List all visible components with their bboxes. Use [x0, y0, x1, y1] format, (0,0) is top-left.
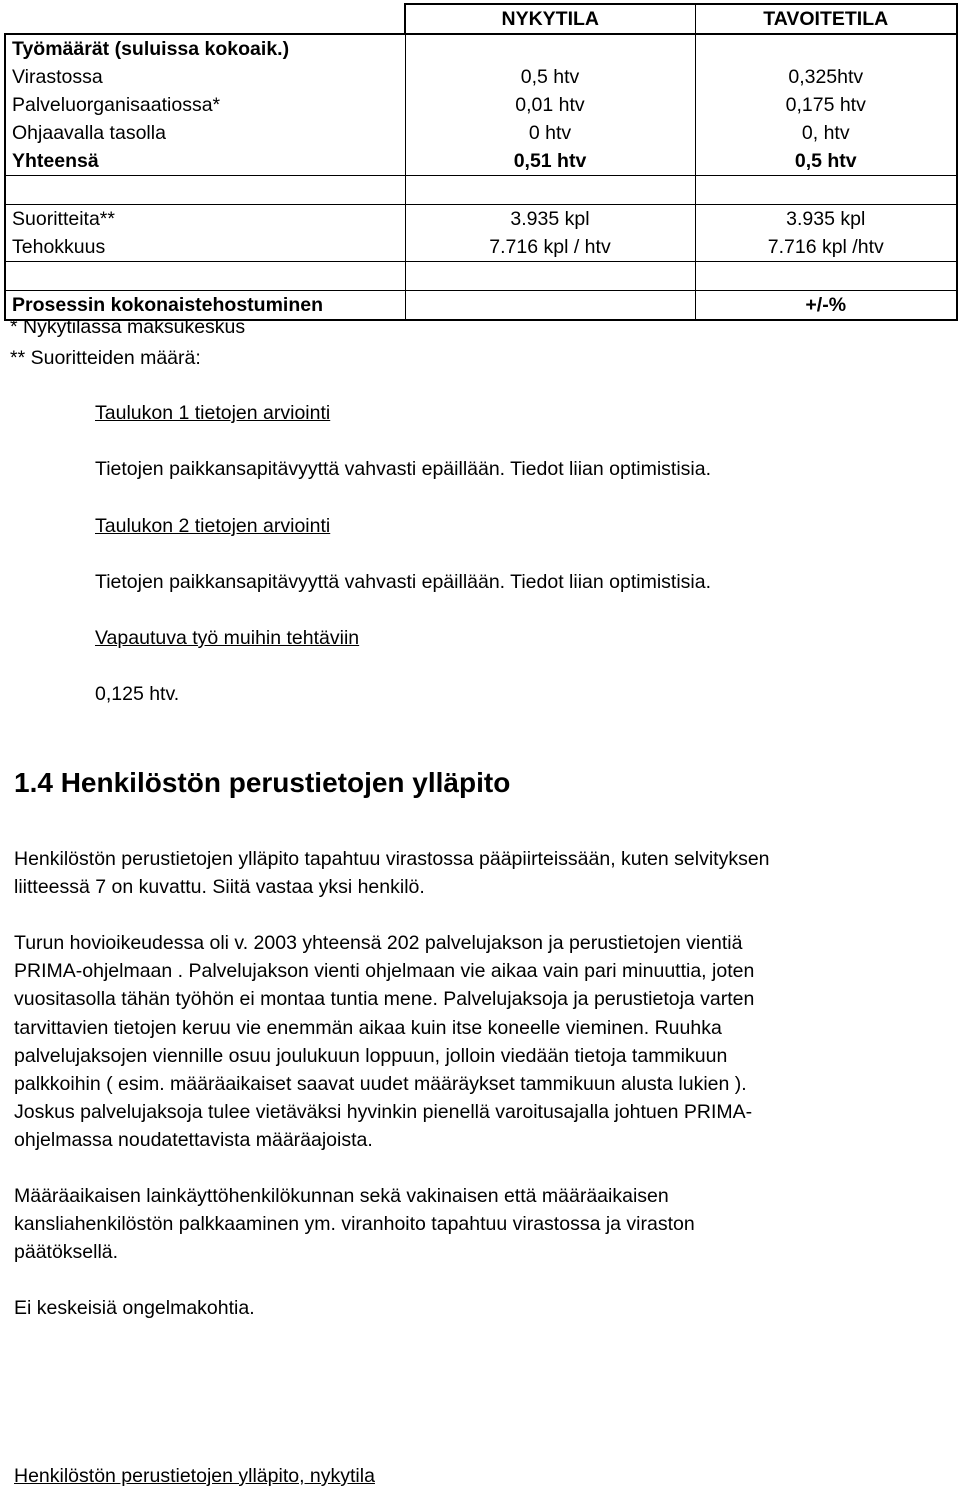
row-label: Suoritteita** — [5, 205, 405, 234]
row-target — [695, 262, 957, 291]
paragraph-3 — [14, 1182, 949, 1267]
row-label — [5, 262, 405, 291]
table1-evaluation-text: Tietojen paikkansapitävyyttä vahvasti epäillään. Tiedot liian optimistisia. — [95, 458, 712, 480]
paragraph-line: tarvittavien tietojen keruu vie enemmän aikaa kuin itse koneelle vieminen. Ruuhka — [14, 1016, 722, 1039]
section-title: 1.4 Henkilöstön perustietojen ylläpito — [14, 767, 511, 798]
paragraph-line: kansliahenkilöstön palkkaaminen ym. viranhoito tapahtuu virastossa ja viraston — [14, 1213, 695, 1236]
table-row — [5, 63, 957, 91]
row-current: 0,51 htv — [405, 147, 695, 176]
footnote-2: ** Suoritteiden määrä: — [10, 347, 201, 369]
table-row-total — [5, 147, 957, 176]
row-current: 0 htv — [405, 119, 695, 147]
row-label: Yhteensä — [5, 147, 405, 176]
row-label: Virastossa — [5, 63, 405, 91]
row-target: 0,5 htv — [695, 147, 957, 176]
freed-work-value: 0,125 htv. — [95, 683, 180, 705]
row-current — [405, 34, 695, 63]
table-header-row — [5, 4, 957, 34]
row-label — [5, 176, 405, 205]
row-target: 7.716 kpl /htv — [695, 233, 957, 262]
row-target: 0,175 htv — [695, 91, 957, 119]
paragraph-line: vuositasolla tähän työhön ei montaa tuntia mene. Palvelujaksoja ja perustietoja varten — [14, 988, 755, 1011]
row-label: Prosessin kokonaistehostuminen — [5, 291, 405, 321]
table-row — [5, 119, 957, 147]
paragraph-line: päätöksellä. — [14, 1241, 119, 1264]
row-current — [405, 262, 695, 291]
row-current: 3.935 kpl — [405, 205, 695, 234]
paragraph-line: ohjelmassa noudatettavista määräajoista. — [14, 1129, 373, 1152]
paragraph-line: Ei keskeisiä ongelmakohtia. — [14, 1297, 255, 1319]
footnote-1: * Nykytilassa maksukeskus — [10, 316, 246, 338]
row-label: Ohjaavalla tasolla — [5, 119, 405, 147]
row-label: Tehokkuus — [5, 233, 405, 262]
paragraph-line: liitteessä 7 on kuvattu. Siitä vastaa yksi henkilö. — [14, 876, 425, 899]
paragraph-line: Henkilöstön perustietojen ylläpito tapahtuu virastossa pääpiirteissään, kuten selvityksen — [14, 848, 770, 870]
paragraph-line: Joskus palvelujaksoja tulee vietäväksi hyvinkin pienellä varoitusajalla johtuen PRIMA- — [14, 1101, 753, 1124]
row-current — [405, 291, 695, 321]
row-current — [405, 176, 695, 205]
row-label: Palveluorganisaatiossa* — [5, 91, 405, 119]
table-row — [5, 91, 957, 119]
row-target — [695, 176, 957, 205]
workload-table — [4, 3, 958, 321]
table-row — [5, 34, 957, 63]
header-label-cell — [5, 4, 405, 34]
row-label: Työmäärät (suluissa kokoaik.) — [5, 34, 405, 63]
header-target: TAVOITETILA — [695, 4, 957, 34]
table2-evaluation-text: Tietojen paikkansapitävyyttä vahvasti epäillään. Tiedot liian optimistisia. — [95, 571, 712, 593]
paragraph-2 — [14, 929, 949, 1155]
paragraph-1 — [14, 845, 949, 901]
table-row — [5, 205, 957, 234]
paragraph-line: Määräaikaisen lainkäyttöhenkilökunnan sekä vakinaisen että määräaikaisen — [14, 1185, 669, 1207]
row-target: 0, htv — [695, 119, 957, 147]
table-row-empty — [5, 176, 957, 205]
table2-evaluation-heading: Taulukon 2 tietojen arviointi — [95, 515, 331, 537]
row-target: 3.935 kpl — [695, 205, 957, 234]
header-current: NYKYTILA — [405, 4, 695, 34]
freed-work-heading: Vapautuva työ muihin tehtäviin — [95, 627, 360, 649]
table1-evaluation-heading: Taulukon 1 tietojen arviointi — [95, 402, 331, 424]
row-current: 0,01 htv — [405, 91, 695, 119]
footer-heading: Henkilöstön perustietojen ylläpito, nykytila — [14, 1465, 375, 1487]
paragraph-line: palkkoihin ( esim. määräaikaiset saavat uudet määräykset tammikuun alusta lukien ). — [14, 1073, 747, 1096]
row-target: +/-% — [695, 291, 957, 321]
row-current: 7.716 kpl / htv — [405, 233, 695, 262]
row-target: 0,325htv — [695, 63, 957, 91]
row-current: 0,5 htv — [405, 63, 695, 91]
row-target — [695, 34, 957, 63]
table-row — [5, 233, 957, 262]
paragraph-4 — [14, 1294, 949, 1322]
paragraph-line: PRIMA-ohjelmaan . Palvelujakson vienti ohjelmaan vie aikaa vain pari minuuttia, joten — [14, 960, 755, 983]
paragraph-line: palvelujaksojen viennille osuu joulukuun loppuun, jolloin viedään tietoja tammikuun — [14, 1044, 728, 1067]
paragraph-line: Turun hovioikeudessa oli v. 2003 yhteensä 202 palvelujakson ja perustietojen vientiä — [14, 932, 743, 954]
table-row-empty — [5, 262, 957, 291]
